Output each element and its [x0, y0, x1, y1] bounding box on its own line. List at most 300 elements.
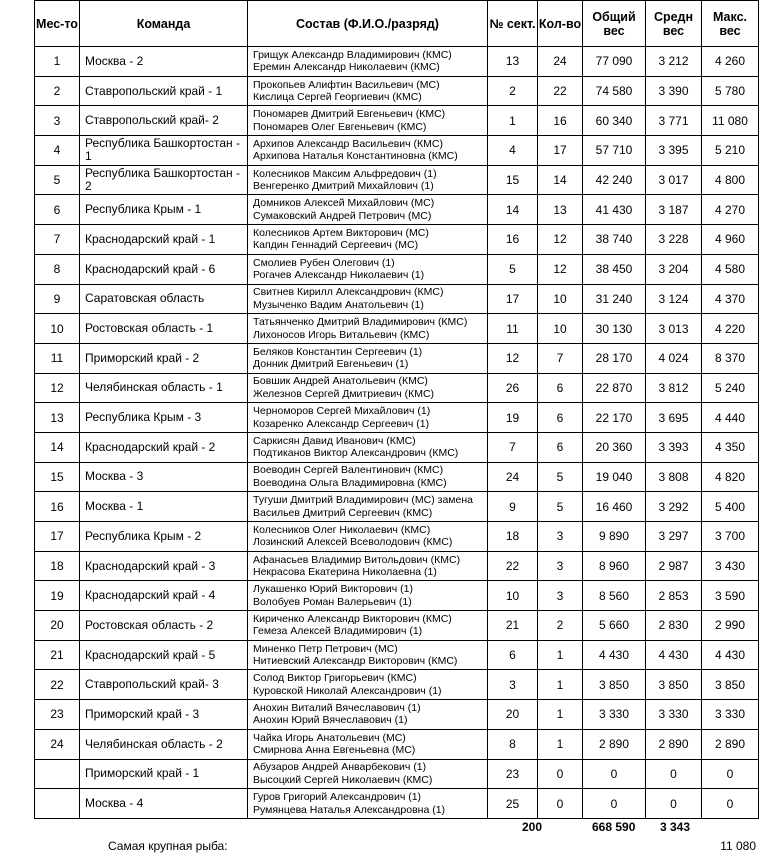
roster-cell [248, 462, 488, 492]
table-row [35, 522, 759, 552]
total-count: 200 [522, 820, 543, 834]
total-weight-cell: 5 660 [583, 611, 646, 641]
sector-cell: 16 [488, 225, 538, 255]
count-cell: 3 [538, 551, 583, 581]
header-roster: Состав (Ф.И.О./разряд) [248, 1, 488, 47]
member-name: Гемеза Алексей Владимирович (1) [253, 625, 423, 638]
table-row [35, 670, 759, 700]
member-name: Домников Алексей Михайлович (МС) [253, 197, 435, 210]
sector-cell: 9 [488, 492, 538, 522]
team-cell: Ставропольский край - 1 [80, 76, 248, 106]
max-weight-cell: 2 890 [702, 729, 759, 759]
total-weight-cell: 20 360 [583, 432, 646, 462]
table-row [35, 611, 759, 641]
member-name: Высоцкий Сергей Николаевич (КМС) [253, 773, 433, 786]
team-cell: Москва - 4 [80, 789, 248, 819]
avg-weight-cell: 3 204 [646, 254, 702, 284]
sector-cell: 2 [488, 76, 538, 106]
member-name: Афанасьев Владимир Витольдович (КМС) [253, 553, 461, 566]
total-weight-cell: 3 850 [583, 670, 646, 700]
total-weight-cell: 0 [583, 759, 646, 789]
roster-cell [248, 640, 488, 670]
total-weight-cell: 30 130 [583, 314, 646, 344]
total-weight-cell: 2 890 [583, 729, 646, 759]
total-weight-cell: 19 040 [583, 462, 646, 492]
header-team: Команда [80, 1, 248, 47]
table-row [35, 789, 759, 819]
roster-cell [248, 225, 488, 255]
roster-cell [248, 343, 488, 373]
sector-cell: 25 [488, 789, 538, 819]
team-cell: Приморский край - 1 [80, 759, 248, 789]
member-name: Абузаров Андрей Анварбекович (1) [253, 761, 427, 774]
place-cell: 19 [35, 581, 80, 611]
team-cell: Краснодарский край - 2 [80, 432, 248, 462]
place-cell: 20 [35, 611, 80, 641]
member-name: Рогачев Александр Николаевич (1) [253, 269, 425, 282]
total-weight-cell: 38 450 [583, 254, 646, 284]
count-cell: 5 [538, 492, 583, 522]
max-weight-cell: 5 400 [702, 492, 759, 522]
header-avg: Средн вес [646, 1, 702, 47]
sector-cell: 13 [488, 47, 538, 77]
max-weight-cell: 4 960 [702, 225, 759, 255]
max-weight-cell: 3 700 [702, 522, 759, 552]
place-cell [35, 759, 80, 789]
team-cell: Краснодарский край - 5 [80, 640, 248, 670]
table-row [35, 106, 759, 136]
place-cell: 14 [35, 432, 80, 462]
count-cell: 3 [538, 522, 583, 552]
max-weight-cell: 0 [702, 759, 759, 789]
sector-cell: 11 [488, 314, 538, 344]
member-name: Свитнев Кирилл Александрович (КМС) [253, 286, 444, 299]
avg-weight-cell: 2 830 [646, 611, 702, 641]
place-cell: 6 [35, 195, 80, 225]
table-row [35, 314, 759, 344]
total-avg: 3 343 [660, 820, 691, 834]
max-weight-cell: 4 820 [702, 462, 759, 492]
roster-cell [248, 106, 488, 136]
avg-weight-cell: 3 390 [646, 76, 702, 106]
place-cell: 4 [35, 136, 80, 166]
roster-cell [248, 195, 488, 225]
member-name: Сумаковский Андрей Петрович (МС) [253, 209, 432, 222]
sector-cell: 3 [488, 670, 538, 700]
member-name: Лозинский Алексей Всеволодович (КМС) [253, 536, 453, 549]
count-cell: 1 [538, 640, 583, 670]
place-cell: 16 [35, 492, 80, 522]
sector-cell: 14 [488, 195, 538, 225]
member-name: Кислица Сергей Георгиевич (КМС) [253, 91, 422, 104]
member-name: Колесников Максим Альфредович (1) [253, 167, 437, 180]
avg-weight-cell: 0 [646, 789, 702, 819]
table-row [35, 403, 759, 433]
sector-cell: 6 [488, 640, 538, 670]
count-cell: 1 [538, 700, 583, 730]
roster-cell [248, 403, 488, 433]
sector-cell: 7 [488, 432, 538, 462]
results-body [35, 47, 759, 819]
total-weight-cell: 38 740 [583, 225, 646, 255]
place-cell: 8 [35, 254, 80, 284]
sector-cell: 18 [488, 522, 538, 552]
count-cell: 13 [538, 195, 583, 225]
max-weight-cell: 4 370 [702, 284, 759, 314]
place-cell: 5 [35, 165, 80, 195]
member-name: Венгеренко Дмитрий Михайлович (1) [253, 180, 434, 193]
roster-cell [248, 729, 488, 759]
count-cell: 6 [538, 403, 583, 433]
member-name: Бовшик Андрей Анатольевич (КМС) [253, 375, 428, 388]
sector-cell: 5 [488, 254, 538, 284]
header-max: Макс. вес [702, 1, 759, 47]
roster-cell [248, 670, 488, 700]
count-cell: 5 [538, 462, 583, 492]
member-name: Музыченко Вадим Анатольевич (1) [253, 298, 424, 311]
member-name: Румянцева Наталья Александровна (1) [253, 803, 446, 816]
count-cell: 22 [538, 76, 583, 106]
count-cell: 1 [538, 670, 583, 700]
team-cell: Ставропольский край- 2 [80, 106, 248, 136]
team-cell: Ставропольский край- 3 [80, 670, 248, 700]
roster-cell [248, 254, 488, 284]
count-cell: 2 [538, 611, 583, 641]
table-row [35, 284, 759, 314]
member-name: Воеводин Сергей Валентинович (КМС) [253, 464, 444, 477]
avg-weight-cell: 3 017 [646, 165, 702, 195]
sector-cell: 10 [488, 581, 538, 611]
total-weight-cell: 74 580 [583, 76, 646, 106]
member-name: Волобуев Роман Валерьевич (1) [253, 595, 412, 608]
member-name: Смирнова Анна Евгеньевна (МС) [253, 744, 416, 757]
avg-weight-cell: 3 013 [646, 314, 702, 344]
sector-cell: 12 [488, 343, 538, 373]
total-weight-cell: 31 240 [583, 284, 646, 314]
biggest-fish-label: Самая крупная рыба: [108, 839, 228, 853]
roster-cell [248, 432, 488, 462]
count-cell: 3 [538, 581, 583, 611]
table-row [35, 76, 759, 106]
total-weight-cell: 22 170 [583, 403, 646, 433]
count-cell: 6 [538, 432, 583, 462]
team-cell: Краснодарский край - 1 [80, 225, 248, 255]
place-cell: 3 [35, 106, 80, 136]
avg-weight-cell: 4 024 [646, 343, 702, 373]
results-table [34, 0, 759, 819]
roster-cell [248, 47, 488, 77]
avg-weight-cell: 3 812 [646, 373, 702, 403]
sector-cell: 17 [488, 284, 538, 314]
member-name: Васильев Дмитрий Сергеевич (КМС) [253, 506, 433, 519]
table-row [35, 462, 759, 492]
avg-weight-cell: 2 987 [646, 551, 702, 581]
place-cell: 17 [35, 522, 80, 552]
table-row [35, 551, 759, 581]
member-name: Тугуши Дмитрий Владимирович (МС) замена [253, 494, 473, 507]
max-weight-cell: 4 220 [702, 314, 759, 344]
place-cell: 23 [35, 700, 80, 730]
member-name: Черноморов Сергей Михайлович (1) [253, 405, 431, 418]
team-cell: Приморский край - 3 [80, 700, 248, 730]
table-row [35, 47, 759, 77]
table-row [35, 225, 759, 255]
table-row [35, 343, 759, 373]
member-name: Нитиевский Александр Викторович (КМС) [253, 655, 458, 668]
team-cell: Республика Крым - 3 [80, 403, 248, 433]
sector-cell: 8 [488, 729, 538, 759]
team-cell: Республика Башкортостан - 1 [80, 136, 248, 166]
sector-cell: 21 [488, 611, 538, 641]
place-cell: 9 [35, 284, 80, 314]
max-weight-cell: 0 [702, 789, 759, 819]
max-weight-cell: 4 580 [702, 254, 759, 284]
team-cell: Саратовская область [80, 284, 248, 314]
avg-weight-cell: 3 297 [646, 522, 702, 552]
member-name: Подтиканов Виктор Александрович (КМС) [253, 447, 459, 460]
max-weight-cell: 4 270 [702, 195, 759, 225]
max-weight-cell: 3 590 [702, 581, 759, 611]
sector-cell: 1 [488, 106, 538, 136]
roster-cell [248, 759, 488, 789]
member-name: Прокопьев Алифтин Васильевич (МС) [253, 78, 440, 91]
team-cell: Республика Крым - 2 [80, 522, 248, 552]
place-cell [35, 789, 80, 819]
sector-cell: 19 [488, 403, 538, 433]
roster-cell [248, 373, 488, 403]
team-cell: Приморский край - 2 [80, 343, 248, 373]
max-weight-cell: 4 260 [702, 47, 759, 77]
member-name: Саркисян Давид Иванович (КМС) [253, 434, 416, 447]
member-name: Солод Виктор Григорьевич (КМС) [253, 672, 417, 685]
header-sector: № сект. [488, 1, 538, 47]
max-weight-cell: 4 800 [702, 165, 759, 195]
total-weight-cell: 77 090 [583, 47, 646, 77]
avg-weight-cell: 3 393 [646, 432, 702, 462]
team-cell: Ростовская область - 2 [80, 611, 248, 641]
roster-cell [248, 314, 488, 344]
count-cell: 14 [538, 165, 583, 195]
team-cell: Республика Башкортостан - 2 [80, 165, 248, 195]
sector-cell: 22 [488, 551, 538, 581]
sector-cell: 15 [488, 165, 538, 195]
member-name: Колесников Артем Викторович (МС) [253, 226, 429, 239]
team-cell: Краснодарский край - 6 [80, 254, 248, 284]
count-cell: 7 [538, 343, 583, 373]
total-weight-cell: 16 460 [583, 492, 646, 522]
header-row [35, 1, 759, 47]
count-cell: 0 [538, 789, 583, 819]
max-weight-cell: 3 430 [702, 551, 759, 581]
roster-cell [248, 522, 488, 552]
member-name: Колесников Олег Николаевич (КМС) [253, 523, 431, 536]
member-name: Козаренко Александр Сергеевич (1) [253, 417, 430, 430]
table-row [35, 700, 759, 730]
team-cell: Москва - 1 [80, 492, 248, 522]
avg-weight-cell: 3 850 [646, 670, 702, 700]
team-cell: Краснодарский край - 3 [80, 551, 248, 581]
member-name: Анохин Виталий Вячеславович (1) [253, 701, 421, 714]
member-name: Некрасова Екатерина Николаевна (1) [253, 566, 437, 579]
table-row [35, 432, 759, 462]
roster-cell [248, 700, 488, 730]
table-row [35, 729, 759, 759]
member-name: Кириченко Александр Викторович (КМС) [253, 612, 452, 625]
sector-cell: 4 [488, 136, 538, 166]
max-weight-cell: 4 350 [702, 432, 759, 462]
total-weight: 668 590 [592, 820, 636, 834]
roster-cell [248, 284, 488, 314]
total-weight-cell: 42 240 [583, 165, 646, 195]
place-cell: 15 [35, 462, 80, 492]
member-name: Миненко Петр Петрович (МС) [253, 642, 398, 655]
max-weight-cell: 8 370 [702, 343, 759, 373]
avg-weight-cell: 3 808 [646, 462, 702, 492]
team-cell: Краснодарский край - 4 [80, 581, 248, 611]
roster-cell [248, 789, 488, 819]
place-cell: 18 [35, 551, 80, 581]
member-name: Воеводина Ольга Владимировна (КМС) [253, 476, 447, 489]
table-row [35, 165, 759, 195]
place-cell: 22 [35, 670, 80, 700]
max-weight-cell: 4 430 [702, 640, 759, 670]
sector-cell: 23 [488, 759, 538, 789]
total-weight-cell: 60 340 [583, 106, 646, 136]
member-name: Пономарев Олег Евгеньевич (КМС) [253, 120, 427, 133]
max-weight-cell: 4 440 [702, 403, 759, 433]
place-cell: 12 [35, 373, 80, 403]
avg-weight-cell: 3 330 [646, 700, 702, 730]
place-cell: 13 [35, 403, 80, 433]
count-cell: 12 [538, 254, 583, 284]
place-cell: 2 [35, 76, 80, 106]
member-name: Чайка Игорь Анатольевич (МС) [253, 731, 406, 744]
avg-weight-cell: 3 187 [646, 195, 702, 225]
sector-cell: 24 [488, 462, 538, 492]
total-weight-cell: 28 170 [583, 343, 646, 373]
max-weight-cell: 5 780 [702, 76, 759, 106]
count-cell: 10 [538, 284, 583, 314]
count-cell: 10 [538, 314, 583, 344]
total-weight-cell: 4 430 [583, 640, 646, 670]
total-weight-cell: 0 [583, 789, 646, 819]
table-row [35, 136, 759, 166]
header-total: Общий вес [583, 1, 646, 47]
table-row [35, 254, 759, 284]
count-cell: 1 [538, 729, 583, 759]
avg-weight-cell: 0 [646, 759, 702, 789]
member-name: Грищук Александр Владимирович (КМС) [253, 48, 452, 61]
place-cell: 21 [35, 640, 80, 670]
count-cell: 24 [538, 47, 583, 77]
team-cell: Ростовская область - 1 [80, 314, 248, 344]
team-cell: Челябинская область - 1 [80, 373, 248, 403]
roster-cell [248, 136, 488, 166]
sector-cell: 20 [488, 700, 538, 730]
roster-cell [248, 165, 488, 195]
member-name: Лукашенко Юрий Викторович (1) [253, 583, 414, 596]
member-name: Архипов Александр Васильевич (КМС) [253, 137, 443, 150]
avg-weight-cell: 3 212 [646, 47, 702, 77]
member-name: Пономарев Дмитрий Евгеньевич (КМС) [253, 108, 446, 121]
place-cell: 24 [35, 729, 80, 759]
avg-weight-cell: 3 395 [646, 136, 702, 166]
roster-cell [248, 581, 488, 611]
count-cell: 0 [538, 759, 583, 789]
place-cell: 11 [35, 343, 80, 373]
team-cell: Республика Крым - 1 [80, 195, 248, 225]
total-weight-cell: 8 960 [583, 551, 646, 581]
member-name: Татьянченко Дмитрий Владимирович (КМС) [253, 316, 468, 329]
max-weight-cell: 3 850 [702, 670, 759, 700]
member-name: Донник Дмитрий Евгеньевич (1) [253, 358, 409, 371]
team-cell: Москва - 2 [80, 47, 248, 77]
roster-cell [248, 551, 488, 581]
header-place: Мес-то [35, 1, 80, 47]
avg-weight-cell: 2 853 [646, 581, 702, 611]
member-name: Еремин Александр Николаевич (КМС) [253, 61, 440, 74]
place-cell: 7 [35, 225, 80, 255]
roster-cell [248, 76, 488, 106]
total-weight-cell: 3 330 [583, 700, 646, 730]
member-name: Смолиев Рубен Олегович (1) [253, 256, 395, 269]
member-name: Капдин Геннадий Сергеевич (МС) [253, 239, 419, 252]
sector-cell: 26 [488, 373, 538, 403]
member-name: Железнов Сергей Дмитриевич (КМС) [253, 387, 435, 400]
table-row [35, 195, 759, 225]
total-weight-cell: 9 890 [583, 522, 646, 552]
max-weight-cell: 5 240 [702, 373, 759, 403]
avg-weight-cell: 3 228 [646, 225, 702, 255]
member-name: Беляков Константин Сергеевич (1) [253, 345, 423, 358]
header-count: Кол-во [538, 1, 583, 47]
table-row [35, 373, 759, 403]
max-weight-cell: 11 080 [702, 106, 759, 136]
table-row [35, 581, 759, 611]
max-weight-cell: 3 330 [702, 700, 759, 730]
avg-weight-cell: 3 695 [646, 403, 702, 433]
place-cell: 10 [35, 314, 80, 344]
avg-weight-cell: 3 771 [646, 106, 702, 136]
total-weight-cell: 22 870 [583, 373, 646, 403]
max-weight-cell: 2 990 [702, 611, 759, 641]
avg-weight-cell: 3 292 [646, 492, 702, 522]
avg-weight-cell: 3 124 [646, 284, 702, 314]
member-name: Гуров Григорий Александрович (1) [253, 791, 422, 804]
roster-cell [248, 611, 488, 641]
member-name: Анохин Юрий Вячеславович (1) [253, 714, 408, 727]
place-cell: 1 [35, 47, 80, 77]
table-row [35, 492, 759, 522]
max-weight-cell: 5 210 [702, 136, 759, 166]
count-cell: 16 [538, 106, 583, 136]
member-name: Куровской Николай Александрович (1) [253, 684, 442, 697]
avg-weight-cell: 2 890 [646, 729, 702, 759]
total-weight-cell: 41 430 [583, 195, 646, 225]
total-weight-cell: 57 710 [583, 136, 646, 166]
table-row [35, 759, 759, 789]
team-cell: Челябинская область - 2 [80, 729, 248, 759]
member-name: Лихоносов Игорь Витальевич (КМС) [253, 328, 430, 341]
avg-weight-cell: 4 430 [646, 640, 702, 670]
team-cell: Москва - 3 [80, 462, 248, 492]
count-cell: 12 [538, 225, 583, 255]
member-name: Архипова Наталья Константиновна (КМС) [253, 150, 458, 163]
roster-cell [248, 492, 488, 522]
biggest-fish-value: 11 080 [720, 839, 756, 853]
total-weight-cell: 8 560 [583, 581, 646, 611]
count-cell: 17 [538, 136, 583, 166]
